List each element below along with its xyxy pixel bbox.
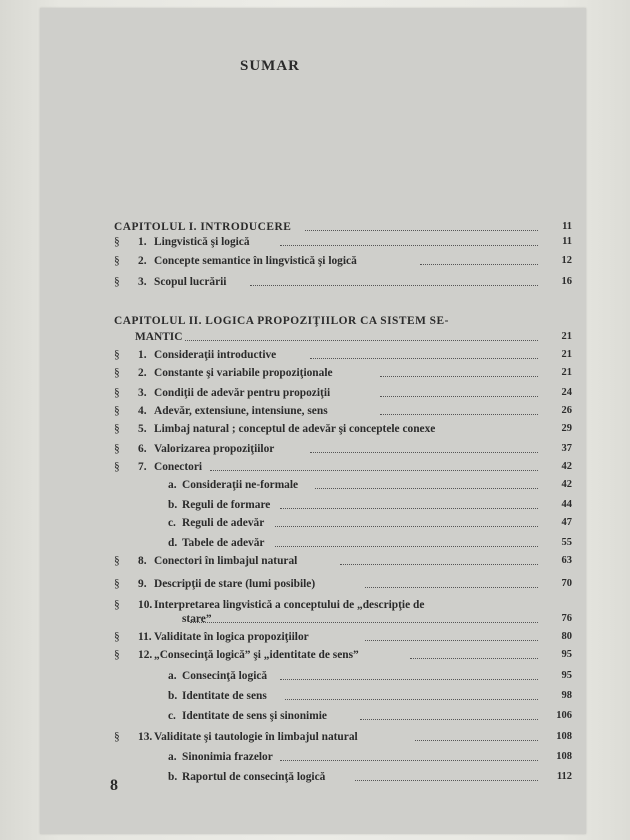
entry-title: Reguli de formare <box>182 499 271 511</box>
entry-page-number: 26 <box>561 405 572 416</box>
entry-page-number: 80 <box>561 631 572 642</box>
section-symbol: § <box>114 236 120 248</box>
leader-dots <box>420 254 538 265</box>
entry-title: Condiţii de adevăr pentru propoziţii <box>154 387 331 399</box>
entry-title: Constante şi variabile propoziţionale <box>154 367 333 379</box>
entry-title: Consideraţii ne-formale <box>182 479 299 491</box>
entry-number: c. <box>168 517 176 529</box>
leader-dots <box>365 630 538 641</box>
entry-page-number: 98 <box>561 690 572 701</box>
section-symbol: § <box>114 405 120 417</box>
entry-number: a. <box>168 670 177 682</box>
entry-title: stare” <box>182 613 212 625</box>
entry-number: a. <box>168 479 177 491</box>
entry-number: 3. <box>138 387 147 399</box>
entry-title: Limbaj natural ; conceptul de adevăr şi conceptele conexe <box>154 423 436 435</box>
entry-number: b. <box>168 499 178 511</box>
entry-number: 4. <box>138 405 147 417</box>
entry-title: Consecinţă logică <box>182 670 268 682</box>
entry-title: Identitate de sens <box>182 690 267 702</box>
entry-title: Consideraţii introductive <box>154 349 277 361</box>
entry-page-number: 37 <box>561 443 572 454</box>
leader-dots <box>410 648 538 659</box>
entry-page-number: 47 <box>561 517 572 528</box>
entry-title: CAPITOLUL II. LOGICA PROPOZIŢIILOR CA SISTEM SE- <box>114 315 449 327</box>
entry-title: Validitate şi tautologie în limbajul natural <box>154 731 358 743</box>
entry-title: „Consecinţă logică” şi „identitate de sens” <box>154 649 359 661</box>
entry-page-number: 112 <box>556 771 572 782</box>
entry-title: Lingvistică şi logică <box>154 236 250 248</box>
entry-page-number: 95 <box>561 649 572 660</box>
leader-dots <box>415 730 538 741</box>
section-symbol: § <box>114 367 120 379</box>
entry-title: Concepte semantice în lingvistică şi logică <box>154 255 357 267</box>
entry-page-number: 42 <box>561 479 572 490</box>
entry-number: b. <box>168 690 178 702</box>
entry-title: Sinonimia frazelor <box>182 751 273 763</box>
entry-page-number: 11 <box>562 221 572 232</box>
entry-number: d. <box>168 537 178 549</box>
entry-page-number: 21 <box>561 367 572 378</box>
entry-number: 2. <box>138 255 147 267</box>
entry-page-number: 108 <box>556 731 572 742</box>
entry-page-number: 70 <box>561 578 572 589</box>
page-title: SUMAR <box>240 58 300 74</box>
section-symbol: § <box>114 578 120 590</box>
section-symbol: § <box>114 443 120 455</box>
entry-title: Tabele de adevăr <box>182 537 265 549</box>
section-symbol: § <box>114 555 120 567</box>
section-symbol: § <box>114 649 120 661</box>
entry-title: Validitate în logica propoziţiilor <box>154 631 309 643</box>
entry-page-number: 106 <box>556 710 572 721</box>
leader-dots <box>190 612 538 623</box>
entry-title: Conectori <box>154 461 203 473</box>
entry-title: Reguli de adevăr <box>182 517 265 529</box>
leader-dots <box>280 669 538 680</box>
leader-dots <box>310 348 538 359</box>
entry-number: 13. <box>138 731 153 743</box>
entry-page-number: 108 <box>556 751 572 762</box>
section-symbol: § <box>114 387 120 399</box>
entry-title: Interpretarea lingvistică a conceptului de „descripţie de <box>154 599 425 611</box>
entry-number: 10. <box>138 599 153 611</box>
entry-number: 5. <box>138 423 147 435</box>
leader-dots <box>305 220 538 231</box>
entry-page-number: 21 <box>561 331 572 342</box>
entry-number: 6. <box>138 443 147 455</box>
leader-dots <box>210 460 538 471</box>
entry-title: Identitate de sens şi sinonimie <box>182 710 327 722</box>
leader-dots <box>185 330 538 341</box>
section-symbol: § <box>114 461 120 473</box>
book-page <box>40 8 586 834</box>
entry-number: 8. <box>138 555 147 567</box>
leader-dots <box>280 498 538 509</box>
entry-number: 9. <box>138 578 147 590</box>
section-symbol: § <box>114 631 120 643</box>
section-symbol: § <box>114 255 120 267</box>
entry-title: Raportul de consecinţă logică <box>182 771 326 783</box>
entry-title: Conectori în limbajul natural <box>154 555 298 567</box>
entry-page-number: 21 <box>561 349 572 360</box>
section-symbol: § <box>114 731 120 743</box>
entry-title: Adevăr, extensiune, intensiune, sens <box>154 405 328 417</box>
leader-dots <box>275 516 538 527</box>
section-symbol: § <box>114 349 120 361</box>
leader-dots <box>280 235 538 246</box>
entry-page-number: 12 <box>561 255 572 266</box>
leader-dots <box>275 536 538 547</box>
leader-dots <box>355 770 538 781</box>
entry-page-number: 44 <box>561 499 572 510</box>
entry-page-number: 76 <box>561 613 572 624</box>
entry-page-number: 11 <box>562 236 572 247</box>
entry-number: 1. <box>138 349 147 361</box>
leader-dots <box>340 554 538 565</box>
entry-title: Descripţii de stare (lumi posibile) <box>154 578 316 590</box>
entry-number: b. <box>168 771 178 783</box>
leader-dots <box>250 275 538 286</box>
entry-number: 2. <box>138 367 147 379</box>
entry-title: Scopul lucrării <box>154 276 227 288</box>
page-number: 8 <box>110 777 118 794</box>
entry-number: 11. <box>138 631 152 643</box>
entry-number: 1. <box>138 236 147 248</box>
entry-number: c. <box>168 710 176 722</box>
entry-title: Valorizarea propoziţiilor <box>154 443 275 455</box>
entry-title: CAPITOLUL I. INTRODUCERE <box>114 221 292 233</box>
entry-page-number: 55 <box>561 537 572 548</box>
entry-number: 3. <box>138 276 147 288</box>
section-symbol: § <box>114 599 120 611</box>
entry-number: a. <box>168 751 177 763</box>
section-symbol: § <box>114 423 120 435</box>
entry-number: 12. <box>138 649 153 661</box>
entry-page-number: 16 <box>561 276 572 287</box>
leader-dots <box>380 386 538 397</box>
entry-page-number: 63 <box>561 555 572 566</box>
entry-page-number: 29 <box>561 423 572 434</box>
entry-page-number: 95 <box>561 670 572 681</box>
leader-dots <box>360 709 538 720</box>
leader-dots <box>285 689 538 700</box>
entry-page-number: 42 <box>561 461 572 472</box>
leader-dots <box>280 750 538 761</box>
leader-dots <box>380 404 538 415</box>
leader-dots <box>365 577 538 588</box>
leader-dots <box>310 442 538 453</box>
entry-number: 7. <box>138 461 147 473</box>
entry-page-number: 24 <box>561 387 572 398</box>
section-symbol: § <box>114 276 120 288</box>
leader-dots <box>380 366 538 377</box>
entry-title: MANTIC <box>135 331 183 343</box>
leader-dots <box>315 478 538 489</box>
